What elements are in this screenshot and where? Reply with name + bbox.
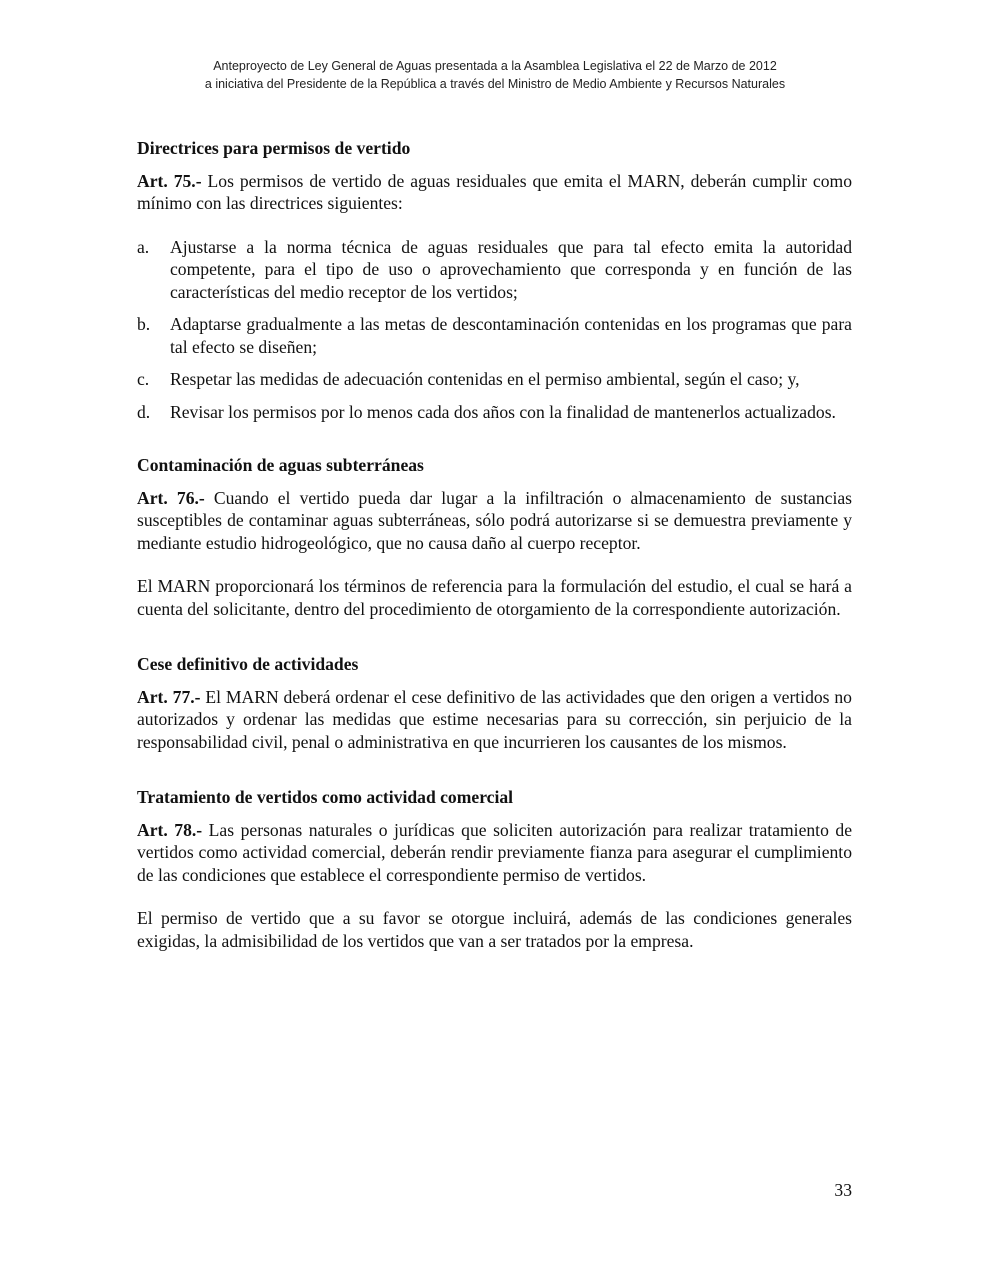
article-77-text: El MARN deberá ordenar el cese definitivo de las actividades que den origen a vertidos no autorizados y ordenar las medidas que estime necesarias para su corrección, sin perjuicio de la responsabilidad civil, penal o administrativa en que incurrieren los causantes de los mismos.: [137, 686, 852, 752]
list-item-text: Adaptarse gradualmente a las metas de descontaminación contenidas en los programas que para tal efecto se diseñen;: [170, 314, 852, 357]
list-marker: b.: [137, 314, 151, 334]
header-line-2: a iniciativa del Presidente de la República a través del Ministro de Medio Ambiente y Recursos Naturales: [204, 77, 786, 91]
list-item-text: Ajustarse a la norma técnica de aguas residuales que para tal efecto emita la autoridad competente, para el tipo de uso o aprovechamiento que corresponda y en función de las características del medio receptor de los vertidos;: [170, 236, 852, 302]
header-line-1: Anteproyecto de Ley General de Aguas presentada a la Asamblea Legislativa el 22 de Marzo de 2012: [213, 59, 777, 73]
article-76-text: Cuando el vertido pueda dar lugar a la infiltración o almacenamiento de sustancias susceptibles de contaminar aguas subterráneas, sólo podrá autorizarse si se demuestra previamente y mediante estudio hidrogeológico, que no causa daño al cuerpo receptor.: [137, 487, 852, 553]
list-item: [137, 401, 852, 424]
document-body: [137, 137, 852, 952]
section-heading-77: Cese definitivo de actividades: [137, 654, 359, 674]
article-75-label: Art. 75.-: [137, 170, 202, 191]
spacer: [137, 753, 852, 786]
list-marker: d.: [137, 401, 151, 422]
spacer: [137, 215, 852, 236]
article-78-paragraph-2: El permiso de vertido que a su favor se otorgue incluirá, además de las condiciones generales exigidas, la admisibilidad de los vertidos que van a ser tratados por la empresa.: [137, 908, 852, 951]
section-heading-76: Contaminación de aguas subterráneas: [137, 455, 424, 475]
article-76-paragraph-2: El MARN proporcionará los términos de referencia para la formulación del estudio, el cual se hará a cuenta del solicitante, dentro del procedimiento de otorgamiento de la correspondiente autorización.: [137, 576, 852, 619]
article-78-paragraph: [137, 819, 852, 887]
spacer: [137, 620, 852, 653]
list-item: [137, 313, 852, 358]
list-item-text: Revisar los permisos por lo menos cada dos años con la finalidad de mantenerlos actualizados.: [170, 401, 836, 422]
article-75-text: Los permisos de vertido de aguas residuales que emita el MARN, deberán cumplir como mínimo con las directrices siguientes:: [137, 170, 852, 213]
list-marker: c.: [137, 369, 150, 389]
section-heading-75: Directrices para permisos de vertido: [137, 138, 411, 158]
spacer: [137, 433, 852, 454]
article-77-label: Art. 77.-: [137, 686, 201, 707]
page-number: 33: [834, 1180, 852, 1200]
section-heading-78: Tratamiento de vertidos como actividad comercial: [137, 787, 514, 807]
list-item: [137, 368, 852, 391]
article-78-text: Las personas naturales o jurídicas que soliciten autorización para realizar tratamiento de vertidos como actividad comercial, deberán rendir previamente fianza para asegurar el cumplimiento de las condiciones que establece el correspondiente permiso de vertidos.: [137, 819, 852, 885]
page-header: [0, 57, 990, 93]
spacer: [137, 886, 852, 907]
article-76-label: Art. 76.-: [137, 487, 205, 508]
list-marker: a.: [137, 236, 150, 257]
article-77-paragraph: [137, 686, 852, 754]
list-item-text: Respetar las medidas de adecuación contenidas en el permiso ambiental, según el caso; y,: [170, 369, 800, 389]
article-75-paragraph: [137, 170, 852, 215]
list-item: [137, 236, 852, 304]
article-75-list: [137, 236, 852, 424]
spacer: [137, 554, 852, 575]
article-76-paragraph: [137, 487, 852, 555]
article-78-label: Art. 78.-: [137, 819, 203, 840]
